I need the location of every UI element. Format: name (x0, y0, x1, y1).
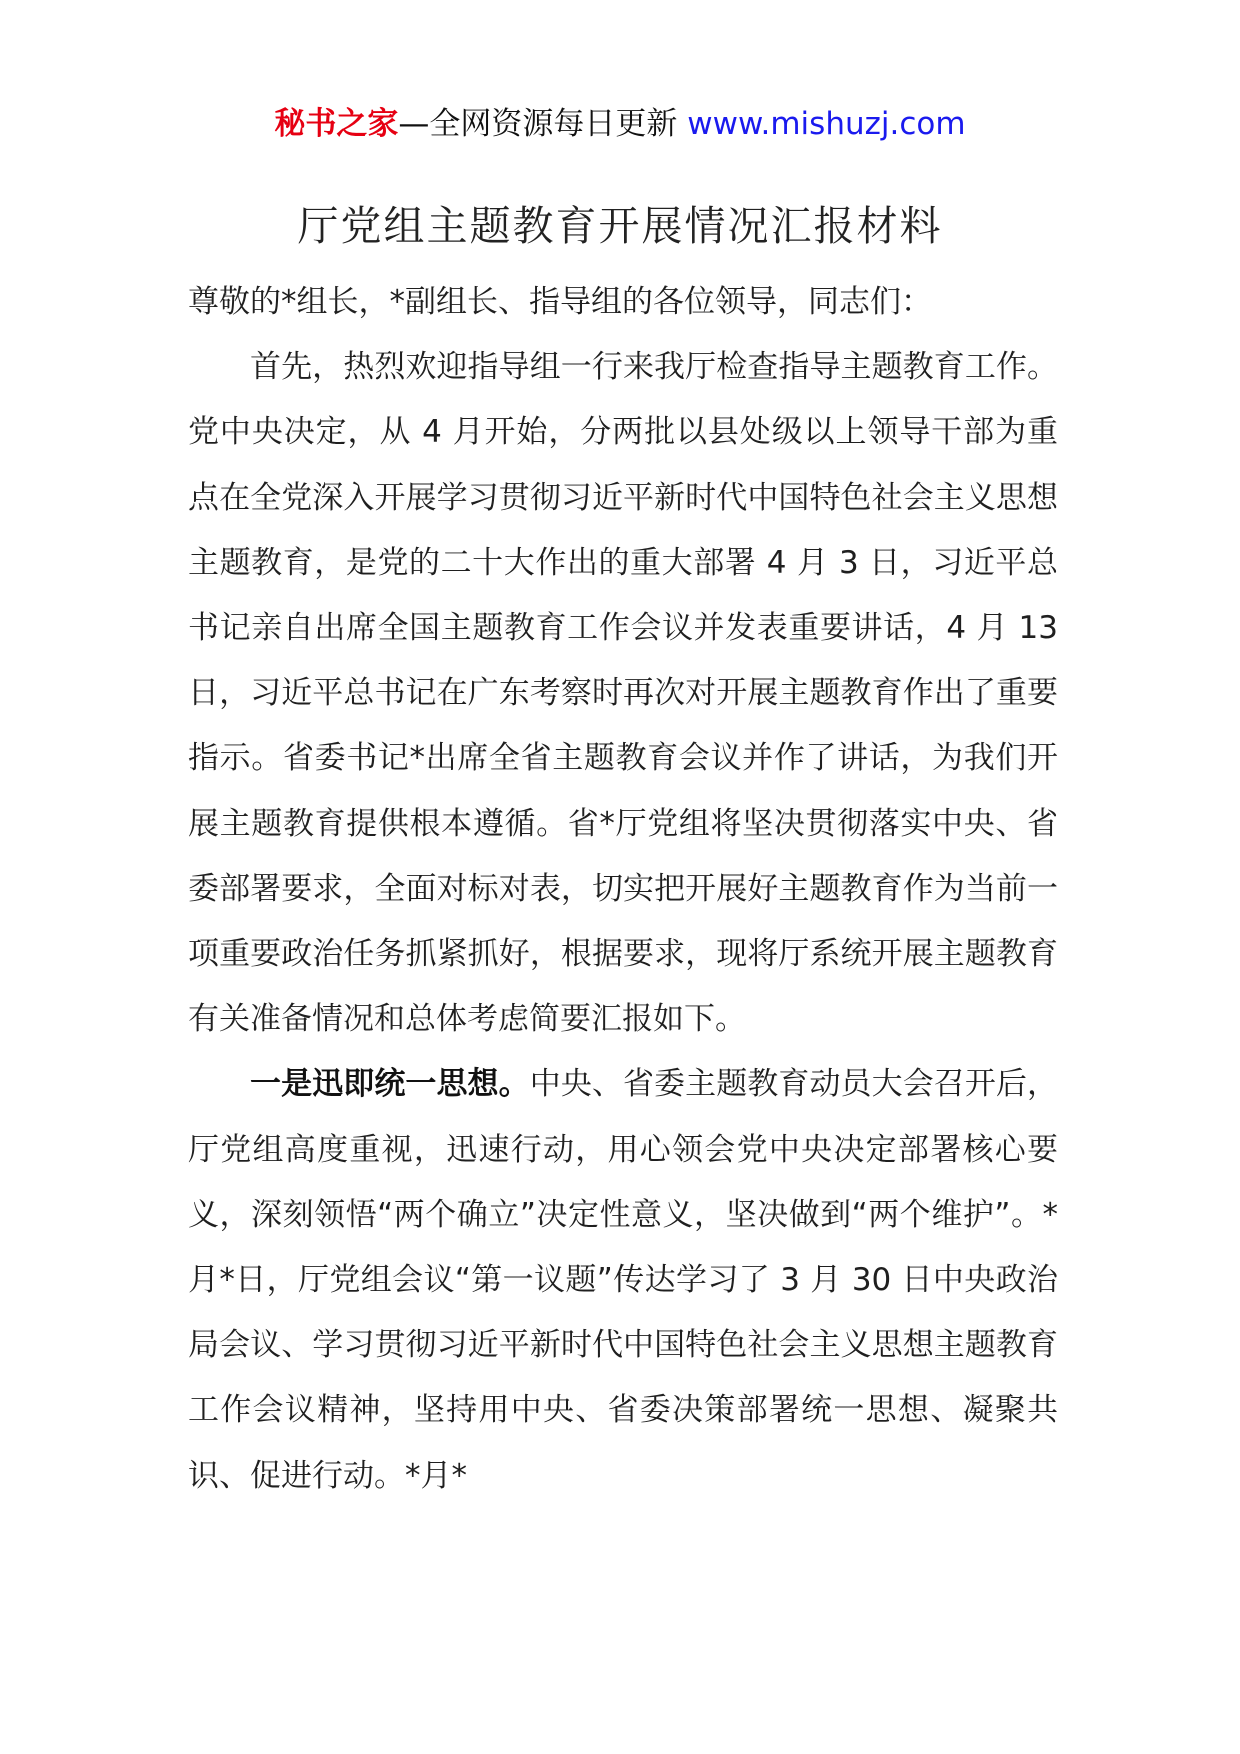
website-link[interactable]: www.mishuzj.com (687, 106, 966, 142)
brand-name: 秘书之家 (274, 106, 399, 142)
header-banner (0, 100, 1240, 148)
salutation: 尊敬的*组长，*副组长、指导组的各位领导，同志们： (188, 284, 932, 320)
paragraph-point-one (188, 1052, 1058, 1508)
paragraph-point-one-text: 中央、省委主题教育动员大会召开后，厅党组高度重视，迅速行动，用心领会党中央决定部署核心要义，深刻领悟“两个确立”决定性意义，坚决做到“两个维护”。*月*日，厅党组会议“第一议题”传达学习了 3 月 30 日中央政治局会议、学习贯彻习近平新时代中国特色社会主义思想主题教育工作会议精神，坚持用中央、省委决策部署统一思想、凝聚共识、促进行动。*月* (188, 1066, 1059, 1494)
document-body (188, 270, 1058, 1509)
paragraph-point-one-heading: 一是迅即统一思想。 (250, 1066, 530, 1103)
paragraph-intro: 首先，热烈欢迎指导组一行来我厅检查指导主题教育工作。党中央决定，从 4 月开始，分两批以县处级以上领导干部为重点在全党深入开展学习贯彻习近平新时代中国特色社会主义思想主题教育，是党的二十大作出的重大部署 4 月 3 日，习近平总书记亲自出席全国主题教育工作会议并发表重要讲话，4 月 13 日，习近平总书记在广东考察时再次对开展主题教育作出了重要指示。省委书记*出席全省主题教育会议并作了讲话，为我们开展主题教育提供根本遵循。省*厅党组将坚决贯彻落实中央、省委部署要求，全面对标对表，切实把开展好主题教育作为当前一项重要政治任务抓紧抓好，根据要求，现将厅系统开展主题教育有关准备情况和总体考虑简要汇报如下。 (188, 349, 1058, 1038)
brand-slogan: —全网资源每日更新 (398, 106, 688, 142)
document-title: 厅党组主题教育开展情况汇报材料 (297, 202, 943, 250)
